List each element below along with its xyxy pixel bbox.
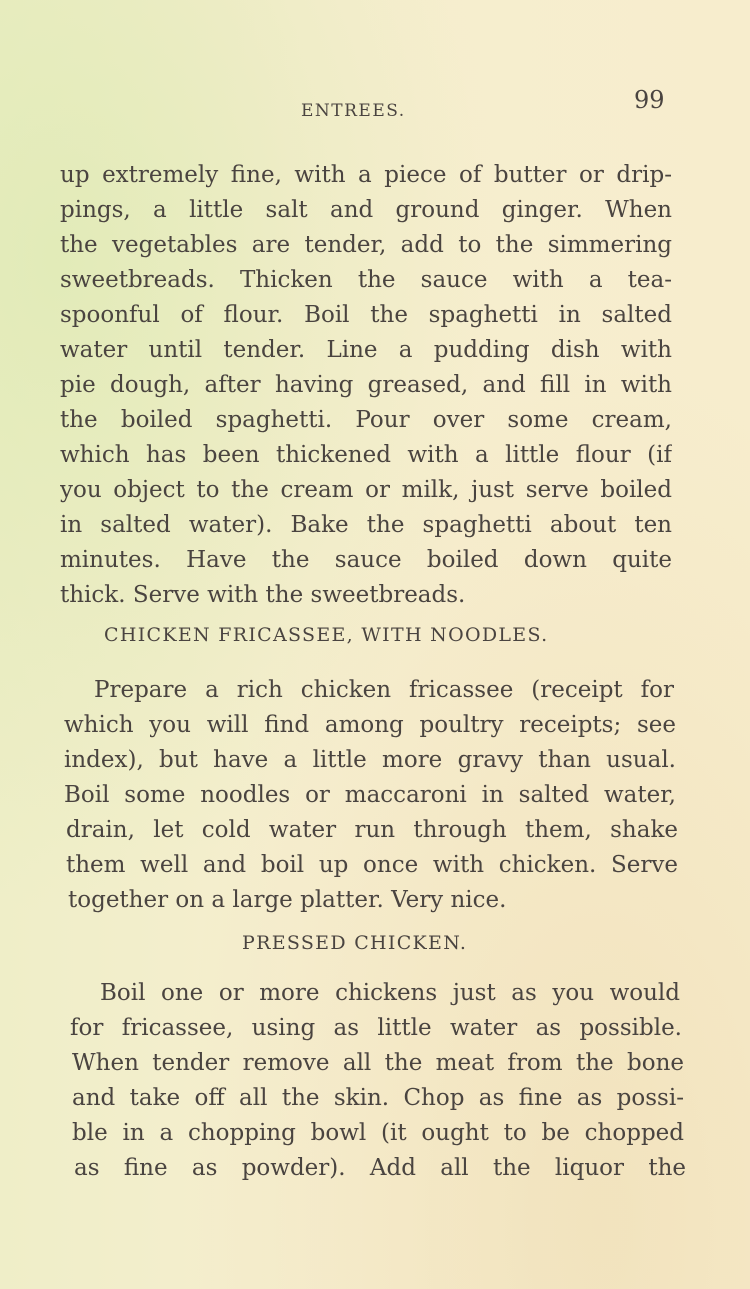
text-line: and take off all the skin. Chop as fine as possi- — [72, 1085, 684, 1111]
text-line: thick. Serve with the sweetbreads. — [60, 582, 466, 608]
text-line: the vegetables are tender, add to the simmering — [60, 232, 672, 258]
text-line: minutes. Have the sauce boiled down quite — [60, 547, 672, 573]
page-number: 99 — [634, 86, 665, 114]
text-line: ble in a chopping bowl (it ought to be chopped — [72, 1120, 684, 1146]
text-line: water until tender. Line a pudding dish with — [60, 337, 672, 363]
text-line: them well and boil up once with chicken. Serve — [66, 852, 678, 878]
text-line: which you will find among poultry receipts; see — [64, 712, 676, 738]
text-line: Boil some noodles or maccaroni in salted water, — [64, 782, 676, 808]
text-line: pings, a little salt and ground ginger. When — [60, 197, 672, 223]
text-line: the boiled spaghetti. Pour over some cream, — [60, 407, 672, 433]
recipe-heading-pressed-chicken: PRESSED CHICKEN. — [242, 932, 468, 954]
text-line: Prepare a rich chicken fricassee (receipt for — [94, 677, 674, 703]
text-line: up extremely fine, with a piece of butter or drip- — [60, 162, 672, 188]
text-line: index), but have a little more gravy than usual. — [64, 747, 676, 773]
text-line: for fricassee, using as little water as possible. — [70, 1015, 682, 1041]
text-line: in salted water). Bake the spaghetti about ten — [60, 512, 672, 538]
text-line: drain, let cold water run through them, shake — [66, 817, 678, 843]
text-line: as fine as powder). Add all the liquor the — [74, 1155, 686, 1181]
text-line: which has been thickened with a little flour (if — [60, 442, 672, 468]
text-line: together on a large platter. Very nice. — [68, 887, 507, 913]
text-line: Boil one or more chickens just as you would — [100, 980, 680, 1006]
text-line: pie dough, after having greased, and fill in with — [60, 372, 672, 398]
text-line: When tender remove all the meat from the bone — [72, 1050, 684, 1076]
recipe-heading-chicken-fricassee: CHICKEN FRICASSEE, WITH NOODLES. — [104, 624, 549, 646]
text-line: spoonful of flour. Boil the spaghetti in salted — [60, 302, 672, 328]
running-title: ENTREES. — [301, 101, 406, 121]
text-line: sweetbreads. Thicken the sauce with a tea- — [60, 267, 672, 293]
text-line: you object to the cream or milk, just serve boiled — [60, 477, 672, 503]
